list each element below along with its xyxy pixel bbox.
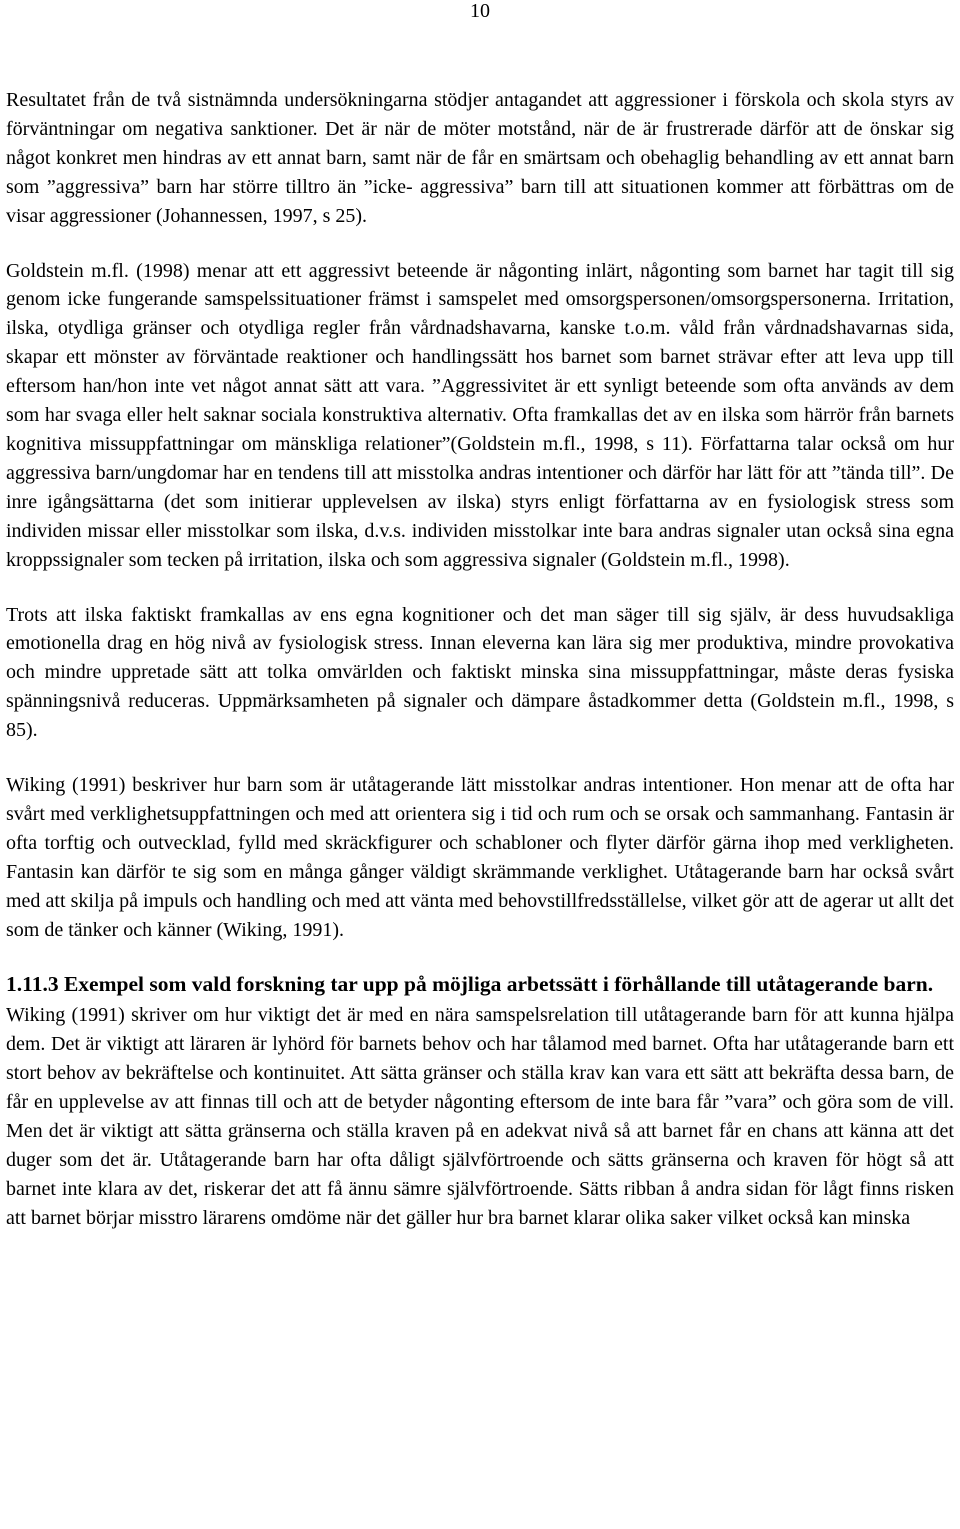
paragraph-aggression-expectations: Resultatet från de två sistnämnda undersökningarna stödjer antagandet att aggressioner i förskola och skola styrs av förväntningar om negativa sanktioner. Det är när de möter motstånd, när de är frustrerade därför att de önskar sig något konkret men hindras av ett annat barn, samt när de får en smärtsam och obehaglig behandling av ett annat barn som ”aggressiva” barn har större tilltro än ”icke- aggressiva” barn till att situationen kommer att förbättras om de visar aggressioner (Johannessen, 1997, s 25). <box>6 89 954 227</box>
page-content <box>6 86 954 1233</box>
page-number: 10 <box>470 0 490 22</box>
paragraph-wiking-misinterpretation: Wiking (1991) beskriver hur barn som är utåtagerande lätt misstolkar andras intentioner. Hon menar att de ofta har svårt med verklighetsuppfattningen och med att orientera sig i tid och rum och se orsak och sammanhang. Fantasin är ofta torftig och outvecklad, fylld med skräckfigurer och schabloner och flyter därför gärna ihop med verkligheten. Fantasin kan därför te sig som en många gånger väldigt skrämmande verklighet. Utåtagerande barn har också svårt med att skilja på impuls och handling och med att vänta med behovstillfredsställelse, vilket gör att de agerar ut allt det som de tänker och känner (Wiking, 1991). <box>6 774 954 941</box>
section-heading: 1.11.3 Exempel som vald forskning tar upp på möjliga arbetssätt i förhållande till utåtagerande barn. <box>6 972 934 997</box>
section-body-paragraph: Wiking (1991) skriver om hur viktigt det är med en nära samspelsrelation till utåtagerande barn för att kunna hjälpa dem. Det är viktigt att läraren är lyhörd för barnets behov och har tålamod med barnet. Ofta har utåtagerande barn ett stort behov av bekräftelse och kontinuitet. Att sätta gränser och ställa krav kan vara ett sätt att bekräfta dessa barn, de får en upplevelse av att finnas till och att de betyder någonting eftersom de inte bara får ”vara” och göra som de vill. Men det är viktigt att sätta gränserna och ställa kraven på en adekvat nivå så att barnet får en chans att känna att det duger som det är. Utåtagerande barn har ofta dåligt självförtroende och sätts gränserna och kraven för högt så att barnet inte klara av det, riskerar det att få ännu sämre självförtroende. Sätts ribban å andra sidan för lågt finns risken att barnet börjar misstro lärarens omdöme när det gäller hur bra barnet klarar olika saker vilket också kan minska <box>6 1004 954 1229</box>
paragraph-physiological-stress: Trots att ilska faktiskt framkallas av ens egna kognitioner och det man säger till sig själv, är dess huvudsakliga emotionella drag en hög nivå av fysiologisk stress. Innan eleverna kan lära sig mer produktiva, mindre provokativa och mindre uppretade sätt att tolka omvärlden och faktiskt minska sina missuppfattningar, måste deras fysiska spänningsnivå reduceras. Uppmärksamheten på signaler och dämpare åstadkommer detta (Goldstein m.fl., 1998, s 85). <box>6 603 954 742</box>
paragraph-goldstein-learned-behaviour: Goldstein m.fl. (1998) menar att ett aggressivt beteende är någonting inlärt, någonting som barnet har tagit till sig genom icke fungerande samspelssituationer främst i samspelet med omsorgspersonen/omsorgspersonerna. Irritation, ilska, otydliga gränser och otydliga regler från vårdnadshavarna, kanske t.o.m. våld från vårdnadshavarnas sida, skapar ett mönster av förväntade reaktioner och handlingssätt hos barnet som barnet strävar efter att leva upp till eftersom han/hon inte vet något annat sätt att vara. ”Aggressivitet är ett synligt beteende som ofta används av dem som har svaga eller helt saknar sociala konstruktiva alternativ. Ofta framkallas det av en ilska som härrör från barnets kognitiva missuppfattningar om mänskliga relationer”(Goldstein m.fl., 1998, s 11). Författarna talar också om hur aggressiva barn/ungdomar har en tendens till att misstolka andras intentioner och därför har lätt för att ”tända till”. De inre igångsättarna (det som initierar upplevelsen av ilska) styrs enligt författarna av en fysiologisk stress som individen missar eller misstolkar som ilska, d.v.s. individen misstolkar inte bara andras signaler utan också sina egna kroppssignaler som tecken på irritation, ilska och som aggressiva signaler (Goldstein m.fl., 1998). <box>6 259 954 571</box>
